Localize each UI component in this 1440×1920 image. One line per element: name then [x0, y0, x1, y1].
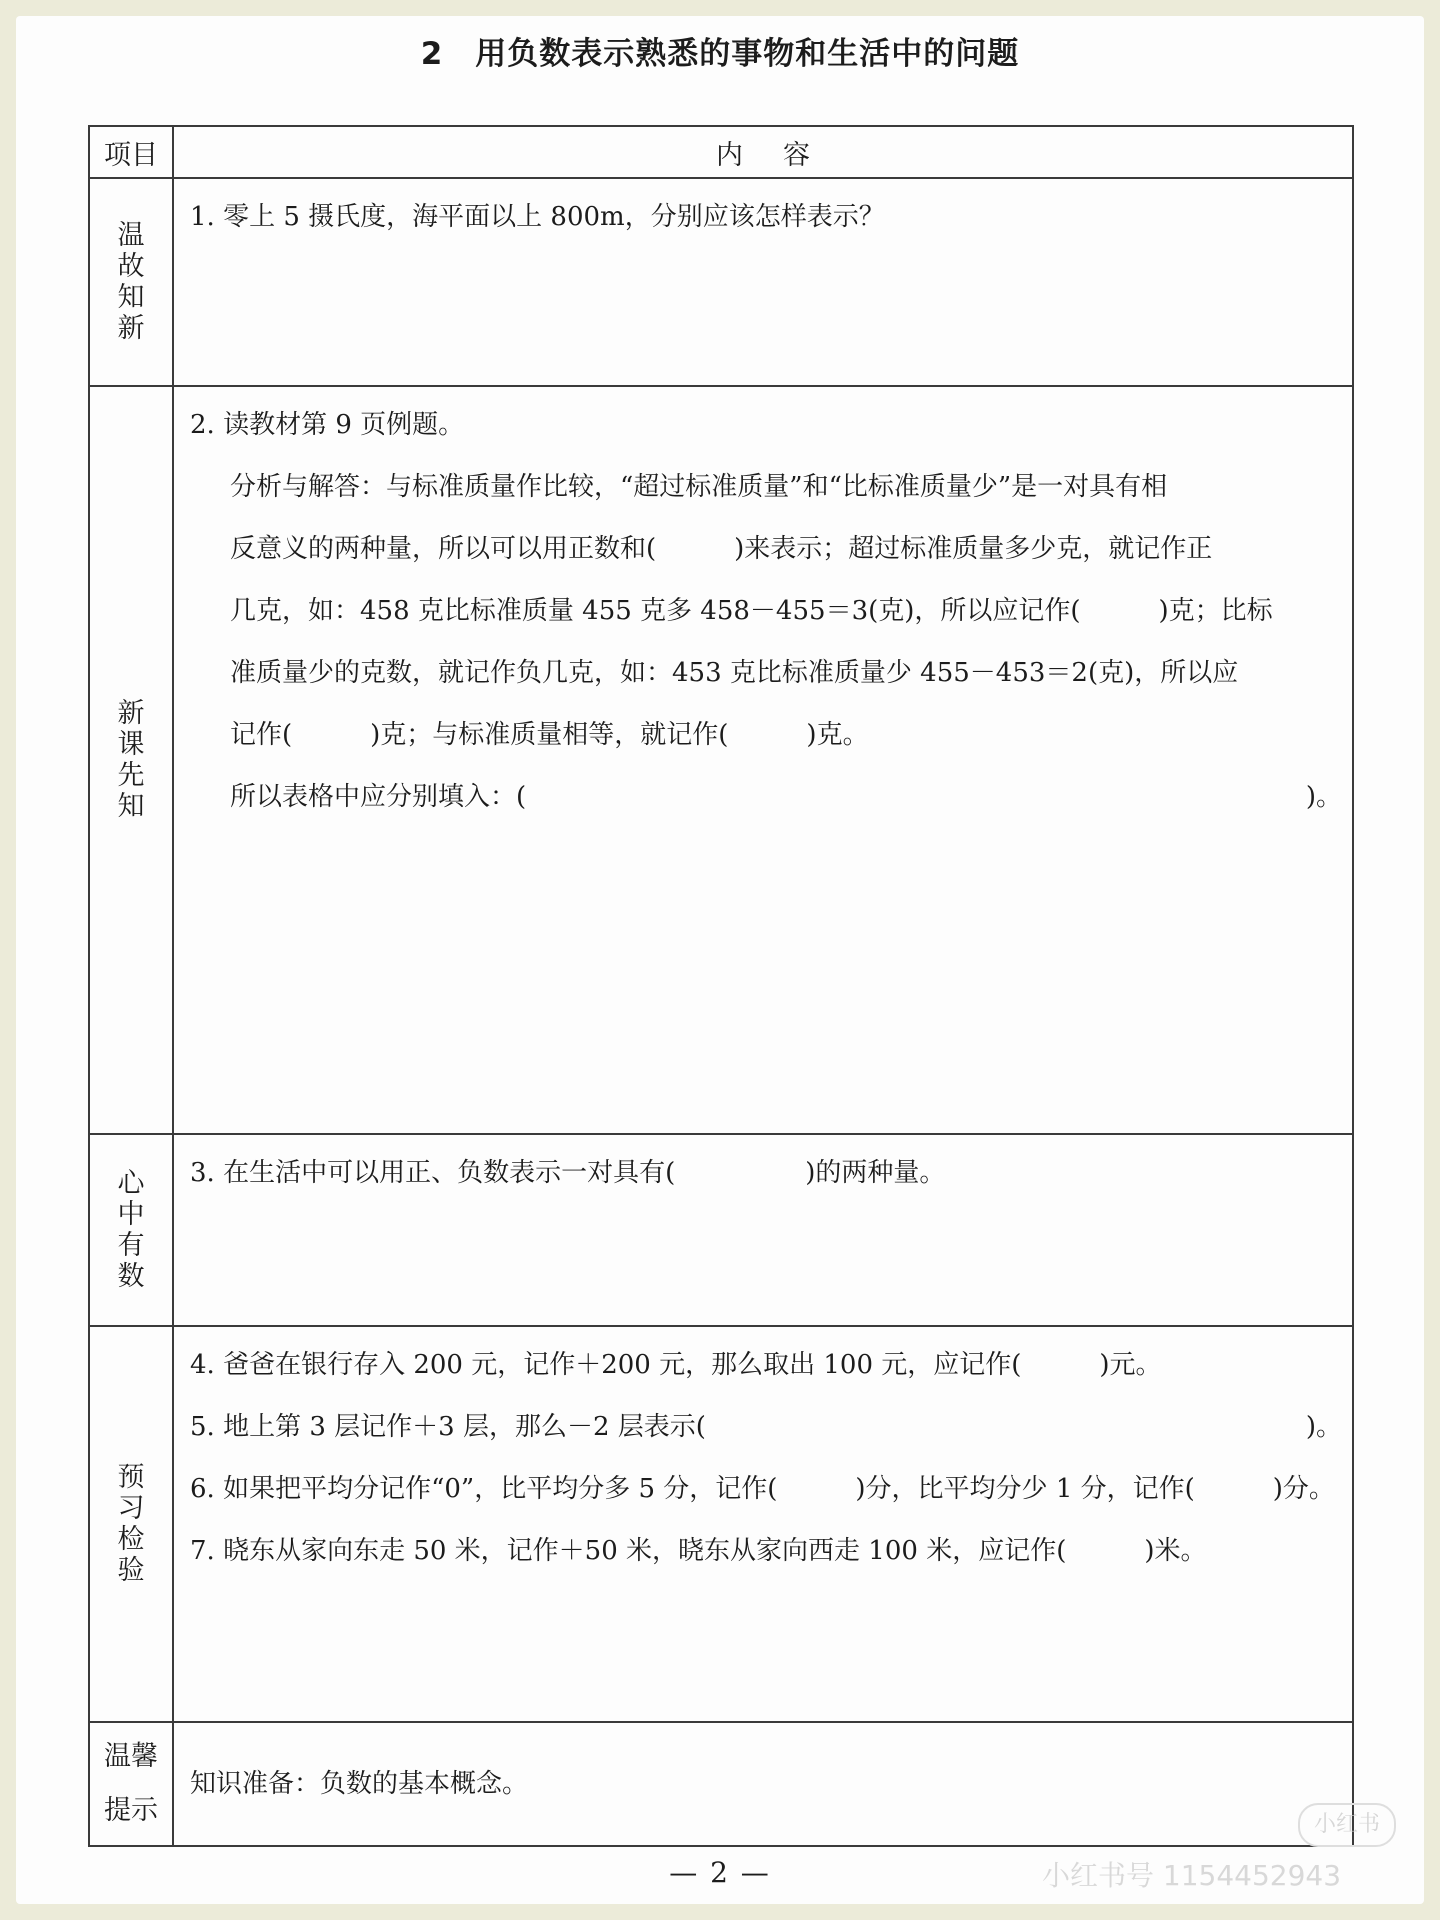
label-text: 温馨 [104, 1741, 158, 1772]
section-review [89, 178, 1353, 386]
label-text: 提示 [104, 1795, 158, 1826]
fill-in-line [190, 779, 1342, 815]
section-tips [89, 1722, 1353, 1846]
section-concept [89, 1134, 1353, 1326]
tip-text: 知识准备：负数的基本概念。 [190, 1769, 529, 1799]
label-text: 预习检验 [117, 1461, 145, 1586]
question-3: 3. 在生活中可以用正、负数表示一对具有( )的两种量。 [190, 1158, 946, 1188]
question-2: 2. 读教材第 9 页例题。 [190, 410, 465, 440]
question-4: 4. 爸爸在银行存入 200 元，记作＋200 元，那么取出 100 元，应记作( )元。 [190, 1350, 1162, 1380]
analysis-line: 记作( )克；与标准质量相等，就记作( )克。 [230, 720, 869, 750]
section-content-preview [173, 386, 1353, 1134]
label-text: 新课先知 [117, 697, 145, 822]
table-header-row [89, 126, 1353, 178]
header-content: 内容 [173, 126, 1353, 178]
question-6: 6. 如果把平均分记作“0”，比平均分多 5 分，记作( )分，比平均分少 1 分，记作( )分。 [190, 1474, 1335, 1504]
question-1: 1. 零上 5 摄氏度，海平面以上 800m，分别应该怎样表示？ [190, 202, 885, 232]
label-text: 温故知新 [117, 219, 145, 344]
section-content-concept [173, 1134, 1353, 1326]
section-label-concept [89, 1134, 173, 1326]
analysis-line: 准质量少的克数，就记作负几克，如：453 克比标准质量少 455－453＝2(克)，所以应 [230, 658, 1239, 688]
watermark-logo: 小红书 [1298, 1803, 1396, 1847]
question-5 [190, 1409, 1342, 1445]
question-7: 7. 晓东从家向东走 50 米，记作＋50 米，晓东从家向西走 100 米，应记作( )米。 [190, 1536, 1207, 1566]
fill-in-left: 所以表格中应分别填入：( [230, 782, 527, 812]
label-text: 心中有数 [117, 1167, 145, 1292]
header-item: 项目 [89, 126, 173, 178]
worksheet-table [88, 125, 1354, 1847]
analysis-line: 几克，如：458 克比标准质量 455 克多 458－455＝3(克)，所以应记作( )克；比标 [230, 596, 1273, 626]
question-5-right: )。 [1305, 1412, 1342, 1442]
section-preview [89, 386, 1353, 1134]
page-title: 2 用负数表示熟悉的事物和生活中的问题 [420, 36, 1020, 72]
question-5-left: 5. 地上第 3 层记作＋3 层，那么－2 层表示( [190, 1412, 706, 1442]
section-label-tips [89, 1722, 173, 1846]
analysis-line: 反意义的两种量，所以可以用正数和( )来表示；超过标准质量多少克，就记作正 [230, 534, 1213, 564]
section-content-review [173, 178, 1353, 386]
fill-in-right: )。 [1305, 782, 1342, 812]
section-label-review [89, 178, 173, 386]
section-content-tips [173, 1722, 1353, 1846]
watermark-text: 小红书号 1154452943 [1042, 1859, 1342, 1892]
section-label-preview [89, 386, 173, 1134]
section-label-check [89, 1326, 173, 1722]
analysis-line: 分析与解答：与标准质量作比较，“超过标准质量”和“比标准质量少”是一对具有相 [230, 472, 1168, 502]
section-check [89, 1326, 1353, 1722]
page-number: — 2 — [669, 1856, 771, 1889]
section-content-check [173, 1326, 1353, 1722]
